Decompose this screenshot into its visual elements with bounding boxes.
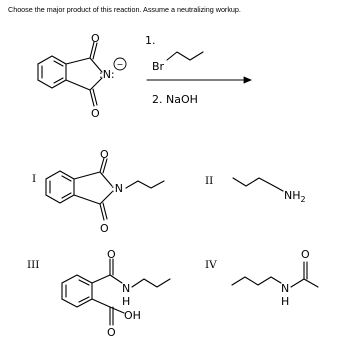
step-2-label: 2. NaOH — [152, 93, 198, 106]
reactant-phthalimide — [38, 32, 126, 120]
choice-i-nitrogen: :N — [111, 182, 123, 195]
choice-iv-hydrogen: H — [281, 295, 290, 308]
reagent-bromide-label: Br — [152, 60, 165, 73]
choice-iii-hydrogen: H — [122, 295, 131, 308]
choice-i-structure — [46, 148, 164, 235]
step-1-label: 1. — [145, 34, 156, 47]
choice-i-oxygen-bottom: O — [100, 222, 109, 235]
reactant-oxygen-top: O — [91, 32, 100, 45]
choice-iii-oxygen-top: O — [107, 248, 116, 261]
choice-iii-label: III — [27, 259, 40, 271]
choice-iii-nitrogen: N — [122, 282, 131, 295]
choice-ii-amine: $NH_2$ — [284, 189, 306, 204]
reactant-oxygen-bottom: O — [91, 107, 100, 120]
choice-i-oxygen-top: O — [100, 148, 109, 161]
reactant-charge: − — [116, 60, 124, 69]
choice-iv-oxygen: O — [301, 248, 310, 261]
reaction-conditions — [145, 34, 251, 106]
choice-iv-structure — [232, 248, 318, 308]
choice-iv-nitrogen: N — [281, 282, 290, 295]
choice-ii-label: II — [205, 175, 214, 187]
choice-iii-oxygen-bottom: O — [107, 326, 116, 339]
choice-iii-structure — [62, 248, 170, 339]
choice-i-label: I — [32, 173, 37, 185]
reactant-nitrogen: :N: — [99, 68, 115, 81]
choice-iii-hydroxyl: OH — [124, 309, 141, 322]
choice-ii-structure — [233, 178, 306, 204]
question-text: Choose the major product of this reaction. Assume a neutralizing workup. — [8, 5, 241, 14]
choice-iv-label: IV — [205, 259, 217, 271]
